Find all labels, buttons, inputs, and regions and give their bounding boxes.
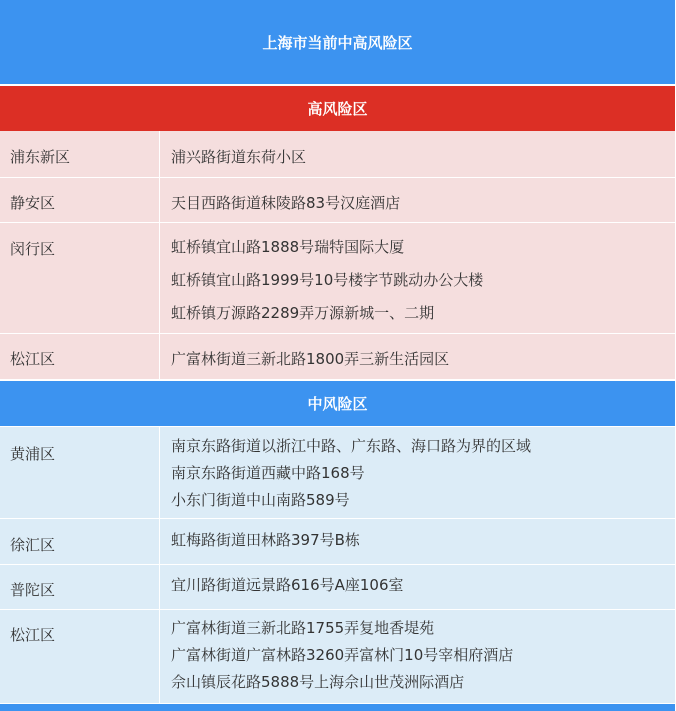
district-cell: 松江区 bbox=[0, 610, 160, 703]
address-line: 虹桥镇宜山路1999号10号楼字节跳动办公大楼 bbox=[171, 271, 484, 289]
address-line: 南京东路街道以浙江中路、广东路、海口路为界的区域 bbox=[171, 437, 532, 455]
district-cell: 普陀区 bbox=[0, 565, 160, 609]
district-cell: 静安区 bbox=[0, 178, 160, 222]
district-cell: 闵行区 bbox=[0, 223, 160, 333]
address-line: 虹桥镇宜山路1888号瑞特国际大厦 bbox=[171, 238, 405, 256]
address-line: 天目西路街道秣陵路83号汉庭酒店 bbox=[171, 194, 401, 212]
bottom-bar bbox=[0, 704, 675, 711]
address-cell bbox=[160, 565, 675, 609]
address-line: 虹梅路街道田林路397号B栋 bbox=[171, 531, 360, 549]
address-line: 广富林街道三新北路1755弄复地香堤苑 bbox=[171, 619, 435, 637]
table-row bbox=[0, 223, 675, 334]
address-line: 浦兴路街道东荷小区 bbox=[171, 148, 307, 166]
address-line: 小东门街道中山南路589号 bbox=[171, 491, 350, 509]
address-cell bbox=[160, 178, 675, 222]
table-row bbox=[0, 519, 675, 565]
address-line: 广富林街道广富林路3260弄富林门10号宰相府酒店 bbox=[171, 646, 514, 664]
address-cell bbox=[160, 131, 675, 177]
address-cell bbox=[160, 519, 675, 564]
table-row bbox=[0, 565, 675, 610]
address-line: 虹桥镇万源路2289弄万源新城一、二期 bbox=[171, 304, 435, 322]
district-cell: 松江区 bbox=[0, 334, 160, 379]
address-line: 南京东路街道西藏中路168号 bbox=[171, 464, 365, 482]
table-row bbox=[0, 334, 675, 380]
address-cell bbox=[160, 334, 675, 379]
address-cell bbox=[160, 223, 675, 333]
mid-risk-heading: 中风险区 bbox=[0, 381, 675, 426]
district-cell: 徐汇区 bbox=[0, 519, 160, 564]
district-cell: 浦东新区 bbox=[0, 131, 160, 177]
table-row bbox=[0, 427, 675, 519]
district-cell: 黄浦区 bbox=[0, 427, 160, 518]
address-cell bbox=[160, 427, 675, 518]
address-line: 广富林街道三新北路1800弄三新生活园区 bbox=[171, 350, 450, 368]
table-row bbox=[0, 131, 675, 178]
high-risk-heading: 高风险区 bbox=[0, 86, 675, 131]
address-line: 佘山镇辰花路5888号上海佘山世茂洲际酒店 bbox=[171, 673, 465, 691]
table-row bbox=[0, 178, 675, 223]
address-cell bbox=[160, 610, 675, 703]
table-row bbox=[0, 610, 675, 704]
address-line: 宜川路街道远景路616号A座106室 bbox=[171, 576, 404, 594]
page-title: 上海市当前中高风险区 bbox=[0, 0, 675, 84]
